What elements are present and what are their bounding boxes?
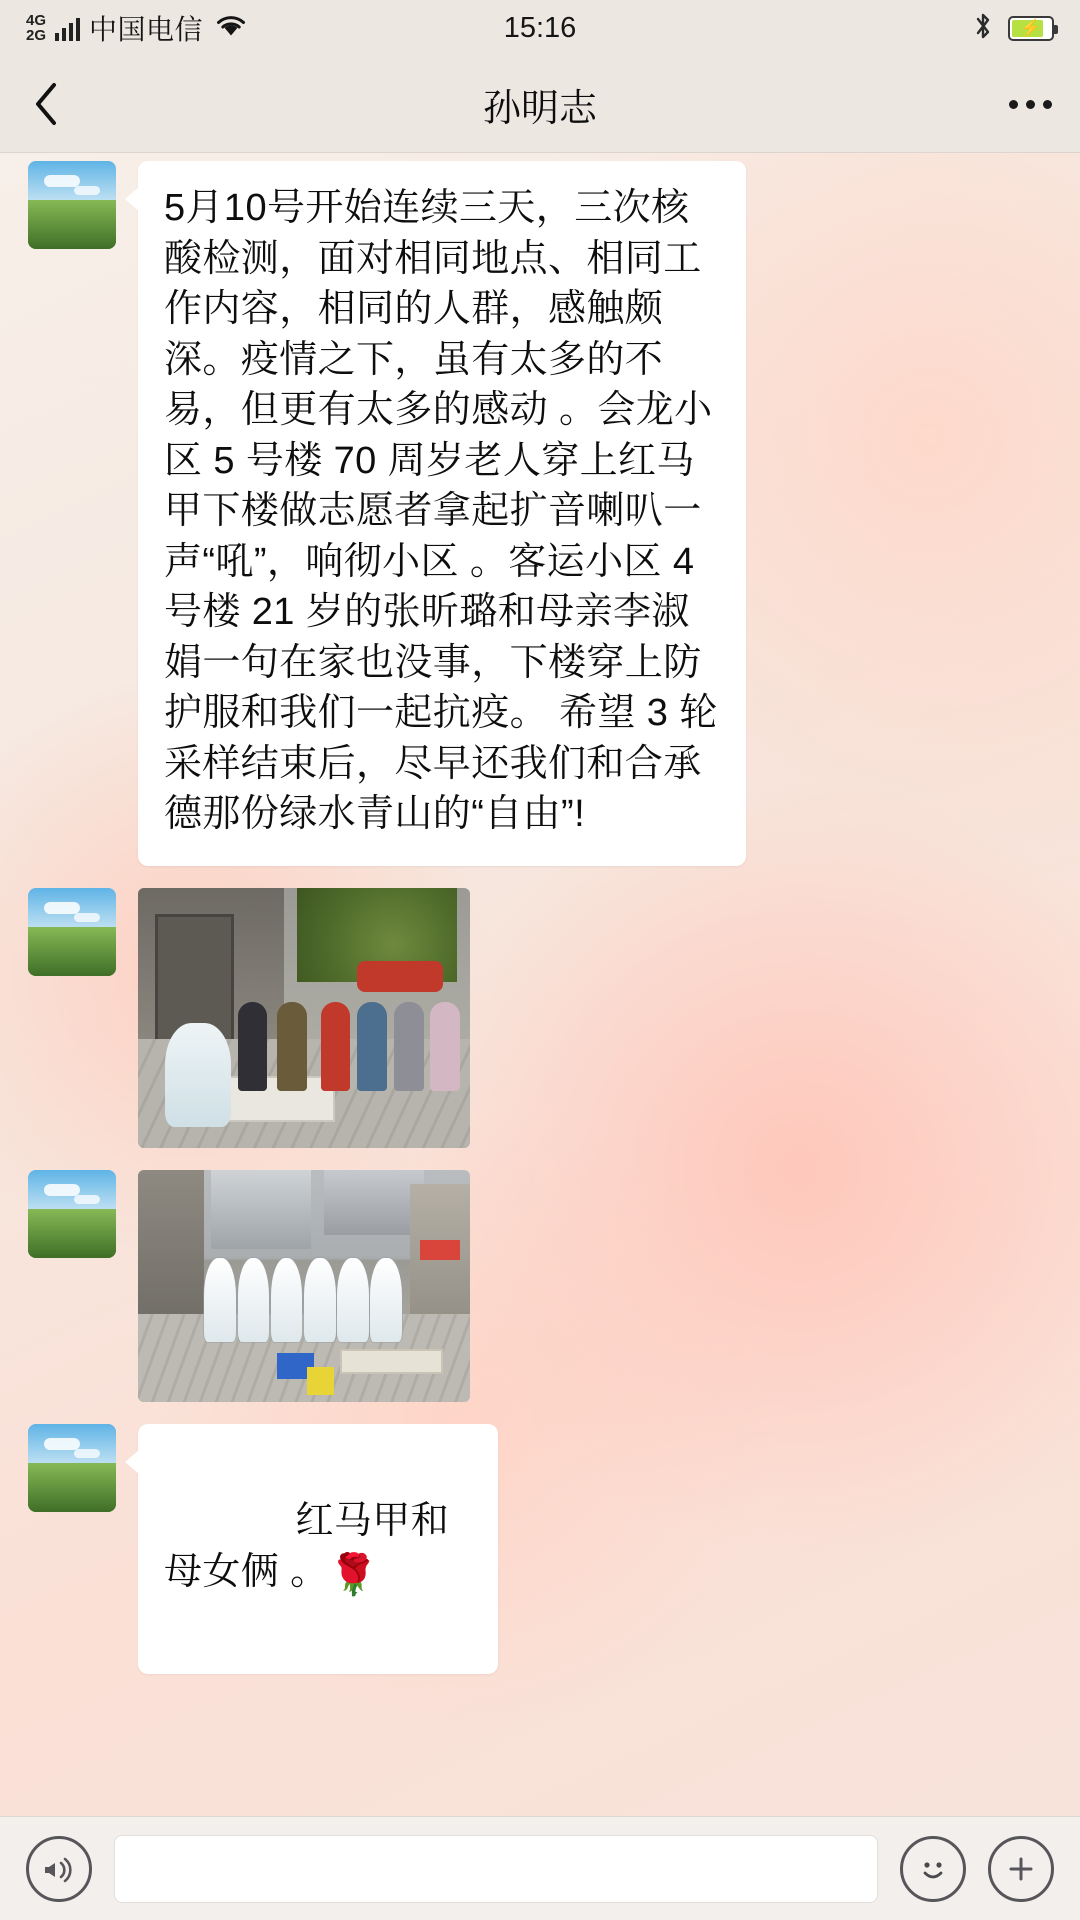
avatar[interactable] [28,161,116,249]
message-list[interactable] [0,153,1080,1817]
page-title: 孙明志 [482,87,597,130]
clock-label: 15:16 [503,11,577,44]
emoji-icon [913,1849,953,1889]
message-input-bar [0,1816,1080,1920]
avatar[interactable] [28,1424,116,1512]
network-type-label [26,13,46,43]
avatar[interactable] [28,888,116,976]
photo-volunteer-team [138,1170,470,1402]
rose-emoji-icon: 🌹 [328,1552,379,1597]
add-more-button[interactable] [988,1836,1054,1902]
more-options-button[interactable] [980,56,1080,152]
battery-icon: ⚡ [1008,16,1054,41]
photo-testing-site [138,888,470,1148]
image-message[interactable] [138,888,470,1148]
status-bar [0,0,1080,56]
message-item [0,888,1080,1148]
network-type-top: 4G [26,12,47,29]
message-text: 5月10号开始连续三天，三次核酸检测，面对相同地点、相同工作内容，相同的人群，感触颇深。疫情之下，虽有太多的不易，但更有太多的感动 。会龙小区 5 号楼 70 周岁老人穿上红马甲下楼做志愿者拿起扩音喇叭一声“吼”，响彻小区 。客运小区 4 号楼 21 岁的张昕璐和母亲李淑娟一句在家也没事，下楼穿上防护服和我们一起抗疫。 希望 3 轮采样结束后，尽早还我们和合承德那份绿水青山的“自由”! [164,187,718,836]
wifi-icon [214,12,248,45]
voice-input-icon [42,1852,76,1886]
image-message[interactable] [138,1170,470,1402]
status-bar-right [972,11,1054,46]
carrier-label: 中国电信 [89,14,204,45]
navigation-bar [0,56,1080,153]
message-bubble-wrap [138,161,746,866]
back-chevron-icon [32,81,60,127]
message-text: 红马甲和母女俩 。 [164,1500,450,1593]
status-bar-left [26,8,248,48]
back-button[interactable] [0,56,92,152]
message-bubble-wrap [138,1424,498,1674]
add-more-icon [1004,1852,1038,1886]
message-bubble-wrap [138,888,470,1148]
text-message-bubble[interactable] [138,161,746,866]
voice-input-button[interactable] [26,1836,92,1902]
message-input-field[interactable] [114,1835,878,1903]
more-options-icon [1009,100,1018,109]
bluetooth-icon [972,11,994,46]
network-type-bottom: 2G [26,27,47,44]
text-message-bubble[interactable] [138,1424,498,1674]
message-item [0,1170,1080,1402]
search-input[interactable] [115,1836,877,1902]
message-item [0,1424,1080,1674]
emoji-button[interactable] [900,1836,966,1902]
message-bubble-wrap [138,1170,470,1402]
signal-bars-icon [55,15,80,41]
message-item [0,161,1080,866]
avatar[interactable] [28,1170,116,1258]
